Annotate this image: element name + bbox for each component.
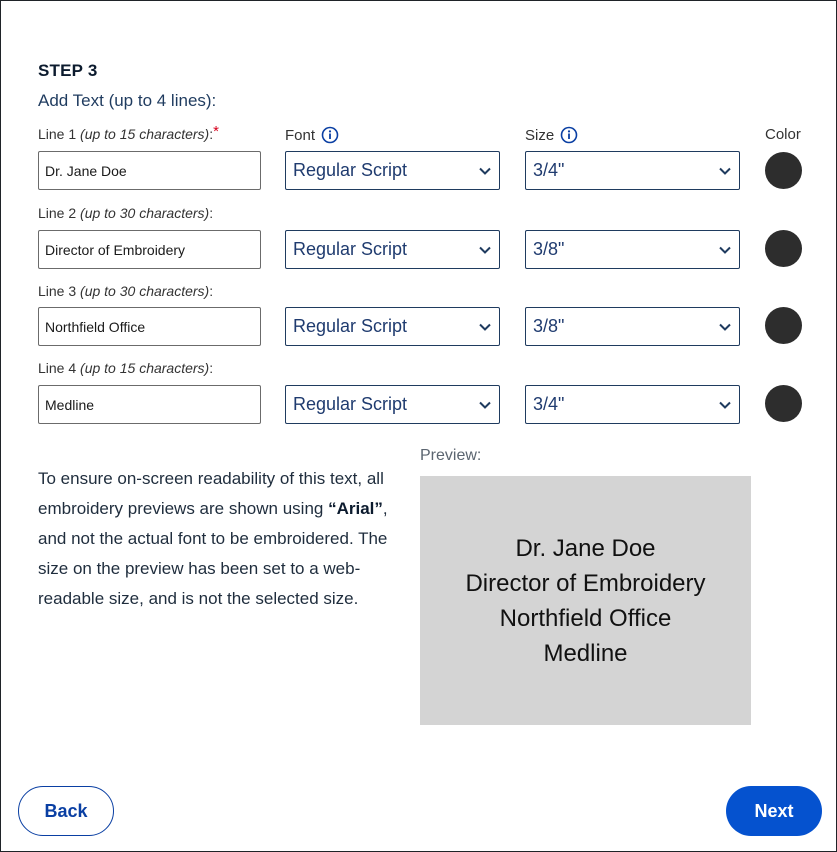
chevron-down-icon xyxy=(478,164,492,178)
chevron-down-icon xyxy=(718,398,732,412)
line-2-color-swatch[interactable] xyxy=(765,230,802,267)
preview-line-1: Dr. Jane Doe xyxy=(515,534,656,562)
line-2-size-select[interactable]: 3/8" xyxy=(525,230,740,269)
step-title: STEP 3 xyxy=(38,61,98,80)
back-button[interactable]: Back xyxy=(18,786,114,836)
preview-line-3: Northfield Office xyxy=(499,604,672,632)
preview-line-4: Medline xyxy=(543,639,628,667)
line-1-text-input[interactable]: Dr. Jane Doe xyxy=(38,151,261,190)
line-1-size-select[interactable]: 3/4" xyxy=(525,151,740,190)
color-column-header xyxy=(765,126,801,143)
line-4-label: Line 4 (up to 15 characters): xyxy=(38,360,214,376)
font-column-header xyxy=(285,126,339,144)
line-3-font-select[interactable]: Regular Script xyxy=(285,307,500,346)
size-column-header xyxy=(525,126,578,144)
line-3-size-select[interactable]: 3/8" xyxy=(525,307,740,346)
line-4-text-input[interactable]: Medline xyxy=(38,385,261,424)
size-header-label: Size xyxy=(525,126,555,144)
step-subtitle: Add Text (up to 4 lines): xyxy=(38,91,217,110)
line-1-font-select[interactable]: Regular Script xyxy=(285,151,500,190)
required-asterisk: * xyxy=(213,123,219,140)
preview-label: Preview: xyxy=(420,447,482,464)
line-1-label: Line 1 (up to 15 characters):* xyxy=(38,123,219,142)
font-info-icon[interactable] xyxy=(321,126,339,144)
embroidery-preview xyxy=(420,476,751,725)
line-4-size-select[interactable]: 3/4" xyxy=(525,385,740,424)
chevron-down-icon xyxy=(718,164,732,178)
chevron-down-icon xyxy=(718,243,732,257)
readability-notice: To ensure on-screen readability of this text, all embroidery previews are shown using “Arial”, and not the actual font to be embroidered. The size on the preview has been set to a web-readable size, and is not the selected size. xyxy=(38,469,388,608)
line-3-label: Line 3 (up to 30 characters): xyxy=(38,283,214,299)
chevron-down-icon xyxy=(478,398,492,412)
font-name-emphasis: “Arial” xyxy=(328,499,383,518)
line-1-color-swatch[interactable] xyxy=(765,152,802,189)
chevron-down-icon xyxy=(478,243,492,257)
size-info-icon[interactable] xyxy=(560,126,578,144)
line-3-color-swatch[interactable] xyxy=(765,307,802,344)
color-header-label: Color xyxy=(765,126,801,143)
line-4-color-swatch[interactable] xyxy=(765,385,802,422)
line-3-text-input[interactable]: Northfield Office xyxy=(38,307,261,346)
line-2-label: Line 2 (up to 30 characters): xyxy=(38,205,214,221)
preview-line-2: Director of Embroidery xyxy=(465,569,706,597)
line-2-text-input[interactable]: Director of Embroidery xyxy=(38,230,261,269)
chevron-down-icon xyxy=(478,320,492,334)
line-2-font-select[interactable]: Regular Script xyxy=(285,230,500,269)
chevron-down-icon xyxy=(718,320,732,334)
next-button[interactable]: Next xyxy=(726,786,822,836)
line-4-font-select[interactable]: Regular Script xyxy=(285,385,500,424)
font-header-label: Font xyxy=(285,126,316,144)
